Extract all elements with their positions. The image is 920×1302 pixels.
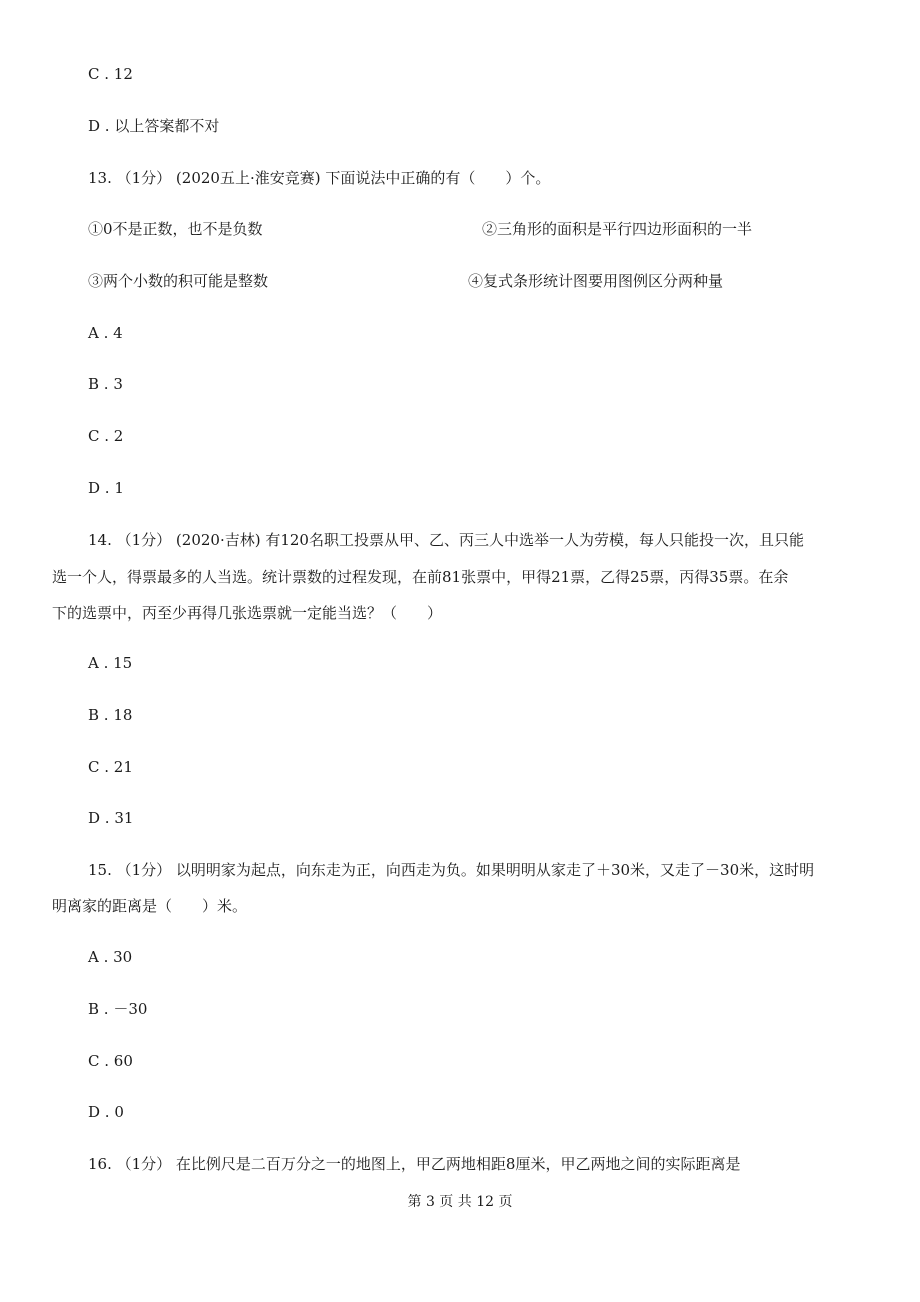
q13-stem: 13. （1分） (2020五上·淮安竞赛) 下面说法中正确的有（ ）个。 xyxy=(88,169,551,187)
q15-stem-line-1: 15. （1分） 以明明家为起点，向东走为正，向西走为负。如果明明从家走了＋30米，又走了－30米，这时明 xyxy=(88,861,815,879)
q15-option-c: C . 60 xyxy=(88,1052,133,1070)
q13-option-a: A . 4 xyxy=(88,324,123,342)
q12-option-d: D . 以上答案都不对 xyxy=(88,117,220,135)
page-footer: 第 3 页 共 12 页 xyxy=(407,1194,513,1210)
q16-stem-line-1: 16. （1分） 在比例尺是二百万分之一的地图上，甲乙两地相距8厘米，甲乙两地之间的实际距离是 xyxy=(88,1155,741,1173)
q15-option-d: D . 0 xyxy=(88,1103,124,1121)
q15-stem-line-2: 明离家的距离是（ ）米。 xyxy=(52,897,248,915)
q15-option-b: B . －30 xyxy=(88,1000,148,1018)
q13-statement-4: ④复式条形统计图要用图例区分两种量 xyxy=(468,272,724,290)
q14-stem-line-3: 下的选票中，丙至少再得几张选票就一定能当选？（ ） xyxy=(52,604,443,622)
q12-option-c: C . 12 xyxy=(88,65,133,83)
q14-option-d: D . 31 xyxy=(88,809,134,827)
q14-stem-line-2: 选一个人，得票最多的人当选。统计票数的过程发现，在前81张票中，甲得21票，乙得25票，丙得35票。在余 xyxy=(52,568,789,586)
q15-option-a: A . 30 xyxy=(88,948,133,966)
q13-option-d: D . 1 xyxy=(88,479,124,497)
q14-option-b: B . 18 xyxy=(88,706,133,724)
q13-statement-2: ②三角形的面积是平行四边形面积的一半 xyxy=(482,220,753,238)
q14-stem-line-1: 14. （1分） (2020·吉林) 有120名职工投票从甲、乙、丙三人中选举一人为劳模，每人只能投一次，且只能 xyxy=(88,531,804,549)
q14-option-a: A . 15 xyxy=(88,654,133,672)
q13-option-c: C . 2 xyxy=(88,427,124,445)
q14-option-c: C . 21 xyxy=(88,758,133,776)
q13-statement-3: ③两个小数的积可能是整数 xyxy=(88,272,269,290)
q13-statement-1: ①0不是正数，也不是负数 xyxy=(88,220,263,238)
q13-option-b: B . 3 xyxy=(88,375,123,393)
